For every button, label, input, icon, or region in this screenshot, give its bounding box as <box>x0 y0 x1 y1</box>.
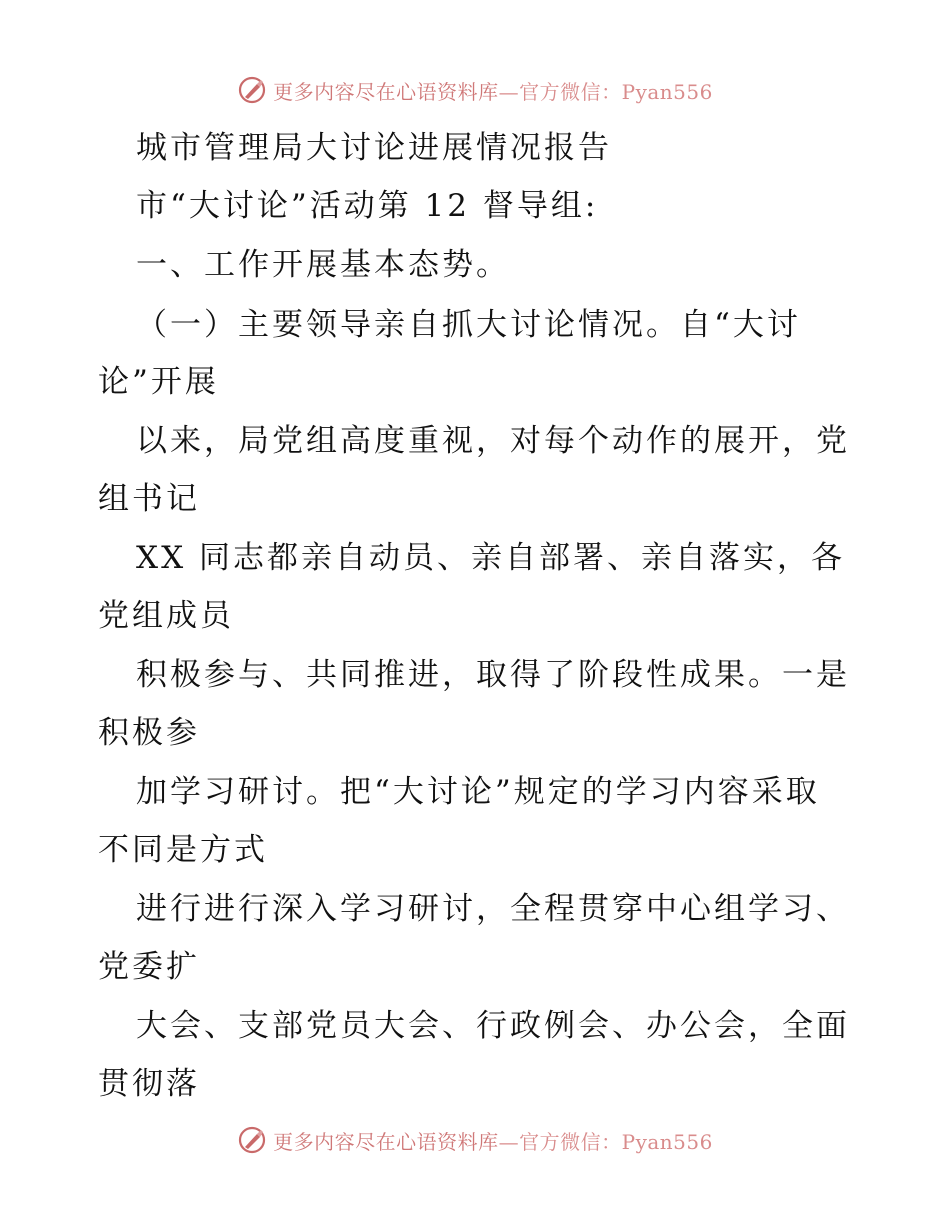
paragraph-line: 进行进行深入学习研讨，全程贯穿中心组学习、 <box>136 891 850 927</box>
paragraph-line: 组书记 <box>98 481 200 517</box>
footer-watermark <box>0 1120 950 1160</box>
paragraph-line: 大会、支部党员大会、行政例会、办公会，全面 <box>136 1008 850 1044</box>
paragraph-line: 党委扩 <box>98 949 200 985</box>
paragraph-line: 党组成员 <box>98 598 234 634</box>
watermark-suffix: —官方微信：Pyan556 <box>498 1129 713 1154</box>
paragraph-line: 积极参与、共同推进，取得了阶段性成果。一是 <box>136 657 850 693</box>
addressee-line: 市“大讨论”活动第 12 督导组: <box>136 188 599 224</box>
document-title: 城市管理局大讨论进展情况报告 <box>136 130 612 166</box>
watermark-text: 更多内容尽在心语资料库 <box>273 1129 499 1154</box>
quill-pen-icon <box>237 75 267 105</box>
paragraph-line: 论”开展 <box>98 364 219 400</box>
paragraph-line: XX 同志都亲自动员、亲自部署、亲自落实，各 <box>136 540 845 576</box>
paragraph-line: （一）主要领导亲自抓大讨论情况。自“大讨 <box>136 307 801 343</box>
section-heading: 一、工作开展基本态势。 <box>136 247 510 283</box>
quill-pen-icon <box>237 1125 267 1155</box>
watermark-text: 更多内容尽在心语资料库 <box>273 79 499 104</box>
paragraph-line: 加学习研讨。把“大讨论”规定的学习内容采取 <box>136 774 820 810</box>
header-watermark <box>0 70 950 110</box>
paragraph-line: 贯彻落 <box>98 1066 200 1102</box>
watermark-suffix: —官方微信：Pyan556 <box>498 79 713 104</box>
paragraph-line: 以来，局党组高度重视，对每个动作的展开，党 <box>136 423 850 459</box>
paragraph-line: 不同是方式 <box>98 832 268 868</box>
paragraph-line: 积极参 <box>98 715 200 751</box>
